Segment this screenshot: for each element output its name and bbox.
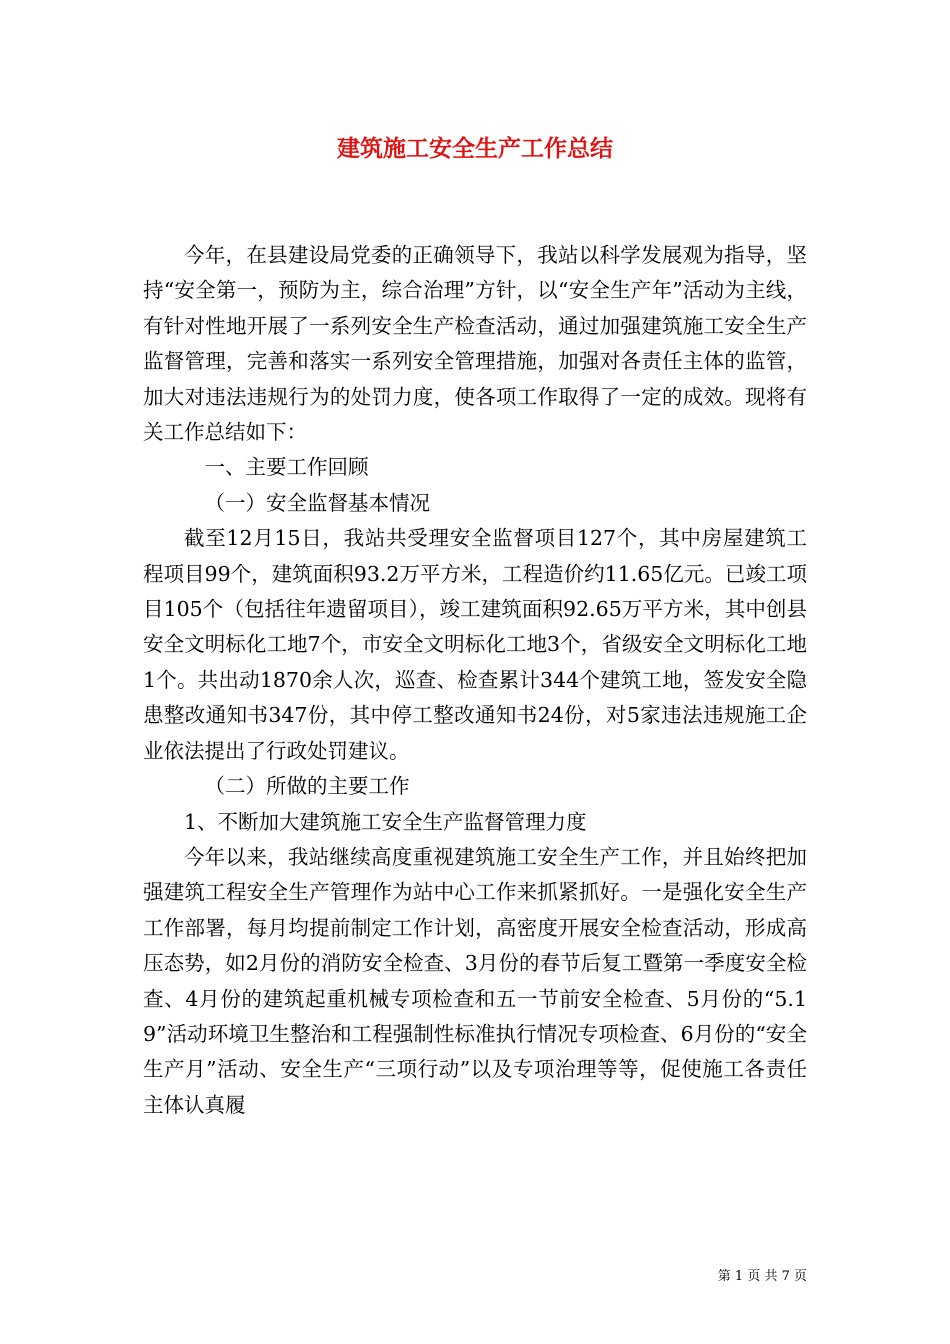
paragraph-intro: 今年，在县建设局党委的正确领导下，我站以科学发展观为指导，坚持“安全第一，预防为主，综合治理”方针，以“安全生产年”活动为主线，有针对性地开展了一系列安全生产检查活动，通过加强建筑施工安全生产监督管理，完善和落实一系列安全管理措施，加强对各责任主体的监管，加大对违法违规行为的处罚力度，使各项工作取得了一定的成效。现将有关工作总结如下： xyxy=(143,243,807,445)
paragraph-statistics: 截至12月15日，我站共受理安全监督项目127个，其中房屋建筑工程项目99个，建筑面积93.2万平方米，工程造价约11.65亿元。已竣工项目105个（包括往年遗留项目），竣工建筑面积92.65万平方米，其中创县安全文明标化工地7个，市安全文明标化工地3个，省级安全文明标化工地1个。共出动1870余人次，巡查、检查累计344个建筑工地，签发安全隐患整改通知书347份，其中停工整改通知书24份，对5家违法违规施工企业依法提出了行政处罚建议。 xyxy=(143,526,807,763)
page-number: 第 1 页 共 7 页 xyxy=(717,1269,807,1284)
document-title: 建筑施工安全生产工作总结 xyxy=(337,135,613,162)
heading-item-1: 1、不断加大建筑施工安全生产监督管理力度 xyxy=(184,809,587,834)
heading-subsection-1: （一）安全监督基本情况 xyxy=(204,490,430,515)
heading-section-1: 一、主要工作回顾 xyxy=(204,455,369,480)
document-body xyxy=(143,238,807,1123)
heading-subsection-2: （二）所做的主要工作 xyxy=(204,774,410,799)
paragraph-work-detail: 今年以来，我站继续高度重视建筑施工安全生产工作，并且始终把加强建筑工程安全生产管理作为站中心工作来抓紧抓好。一是强化安全生产工作部署，每月均提前制定工作计划，高密度开展安全检查活动，形成高压态势，如2月份的消防安全检查、3月份的春节后复工暨第一季度安全检查、4月份的建筑起重机械专项检查和五一节前安全检查、5月份的“5.19”活动环境卫生整治和工程强制性标准执行情况专项检查、6月份的“安全生产月”活动、安全生产“三项行动”以及专项治理等等，促使施工各责任主体认真履 xyxy=(143,844,807,1117)
